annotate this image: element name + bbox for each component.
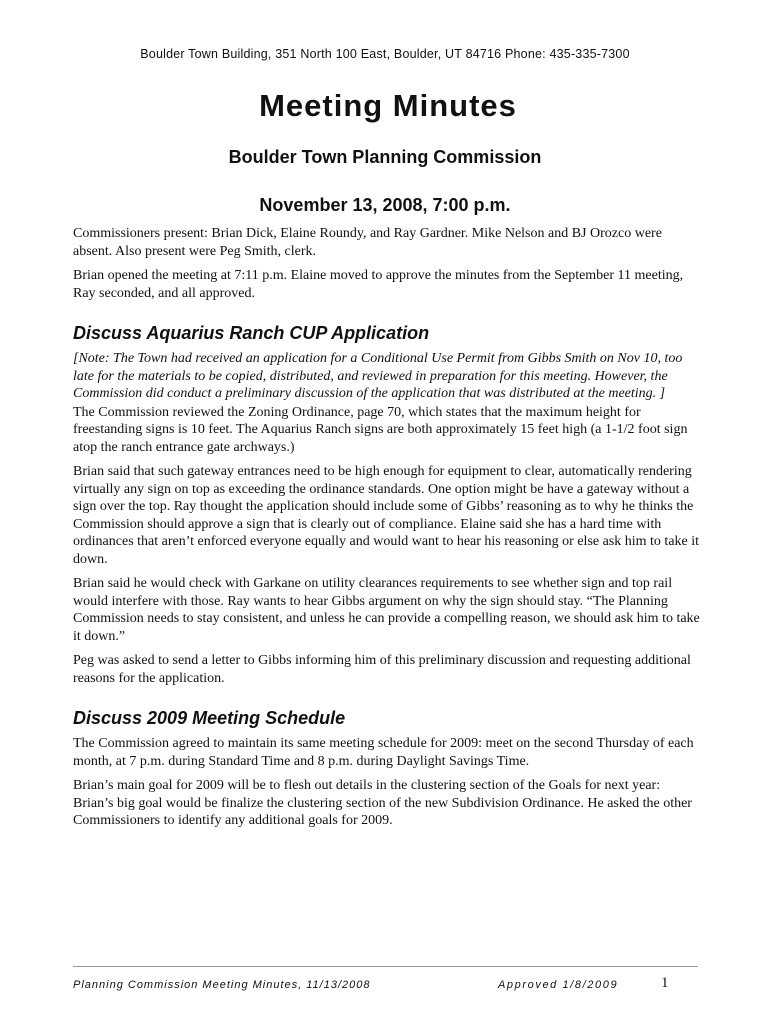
footer-approval-label: Approved 1/8/2009: [498, 979, 619, 991]
section-paragraph: Brian’s main goal for 2009 will be to flesh out details in the clustering section of the Goals for next year: Brian’s big goal would be finalize the clustering section of the new Subdivision Ordinance. He asked the other Commissioners to identify any additional goals for 2009.: [73, 778, 692, 828]
section-paragraph: Peg was asked to send a letter to Gibbs informing him of this preliminary discussion and requesting additional reasons for the application.: [73, 653, 691, 686]
attendance-paragraph: Commissioners present: Brian Dick, Elaine Roundy, and Ray Gardner. Mike Nelson and BJ Orozco were absent. Also present were Peg Smith, clerk.: [73, 226, 662, 259]
footer-document-label: Planning Commission Meeting Minutes, 11/13/2008: [73, 979, 371, 991]
section-heading-aquarius-ranch: Discuss Aquarius Ranch CUP Application: [73, 323, 430, 343]
section-paragraph: Brian said he would check with Garkane on utility clearances requirements to see whether sign and top rail would interfere with those. Ray wants to hear Gibbs argument on why the sign should stay. “The Planning Commission needs to stay consistent, and unless he can provide a compelling reason, we should ask him to take it down.”: [73, 576, 700, 644]
section-paragraph: Brian said that such gateway entrances need to be high enough for equipment to clear, automatically rendering virtually any sign on top as exceeding the ordinance standards. One option might be have a gateway without a sign over the top. Ray thought the application should include some of Gibbs’ reasoning as to why he thinks the Commission should approve a sign that is clearly out of compliance. Elaine said she has a hard time with ordinances that aren’t enforced everyone equally and would want to hear his reasoning or else ask him to take it down.: [73, 464, 700, 567]
minutes-body: [73, 225, 703, 837]
opening-paragraph: Brian opened the meeting at 7:11 p.m. Elaine moved to approve the minutes from the September 11 meeting, Ray seconded, and all approved.: [73, 268, 684, 301]
header-address: Boulder Town Building, 351 North 100 East, Boulder, UT 84716 Phone: 435-335-7300: [140, 47, 630, 61]
section-paragraph: The Commission reviewed the Zoning Ordinance, page 70, which states that the maximum height for freestanding signs is 10 feet. The Aquarius Ranch signs are both approximately 15 feet high (a 1-1/2 foot sign atop the ranch entrance gate archways.): [73, 404, 688, 455]
page-title: Meeting Minutes: [259, 88, 517, 123]
footer-divider: [73, 966, 698, 967]
organization-name: Boulder Town Planning Commission: [228, 147, 542, 167]
section-paragraph: The Commission agreed to maintain its same meeting schedule for 2009: meet on the second Thursday of each month, at 7 p.m. during Standard Time and 8 p.m. during Daylight Savings Time.: [73, 736, 694, 769]
page-number: 1: [661, 975, 669, 991]
section-heading-meeting-schedule: Discuss 2009 Meeting Schedule: [73, 708, 346, 728]
section-note: [Note: The Town had received an application for a Conditional Use Permit from Gibbs Smith on Nov 10, too late for the materials to be copied, distributed, and reviewed in preparation for this meeting. However, the Commission did conduct a preliminary discussion of the application that was distributed at the meeting. ]: [73, 351, 683, 401]
meeting-date: November 13, 2008, 7:00 p.m.: [259, 195, 511, 215]
